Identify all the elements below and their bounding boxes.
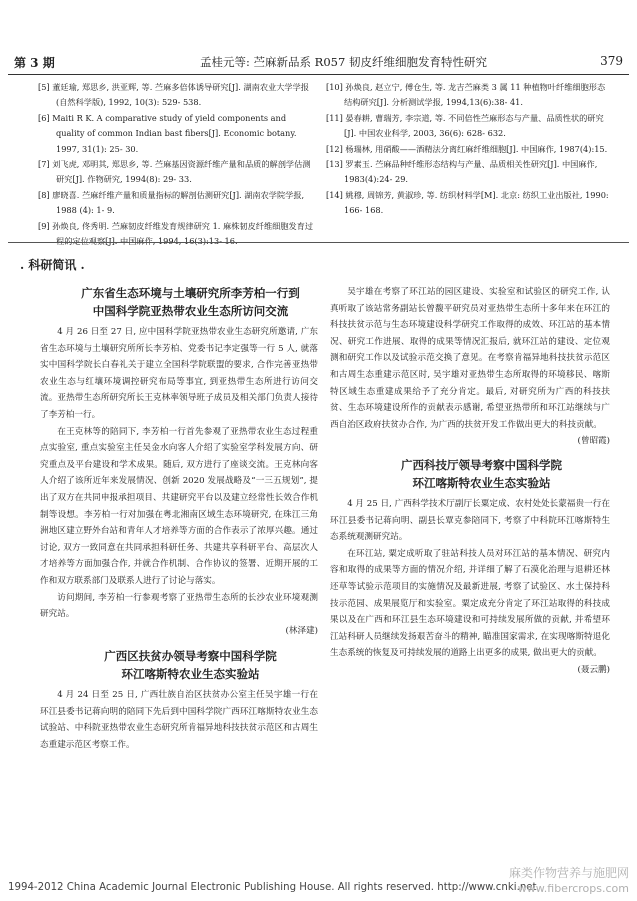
news-article bbox=[40, 647, 318, 753]
right-column bbox=[330, 284, 610, 678]
article-title: 广西科技厅领导考察中国科学院 bbox=[401, 457, 562, 472]
running-header bbox=[8, 50, 629, 76]
article-paragraph: 访问期间, 李芳柏一行参观考察了亚热带生态所的长沙农业环境观测研究站。 bbox=[40, 592, 318, 620]
article-author: (曾昭霞) bbox=[577, 436, 610, 447]
article-paragraph: 吴宇雄在考察了环江站的园区建设、实验室和试验区的研究工作, 认真听取了该站常务副站长曾馥平研究员对亚热带生态所十多年来在环江的科技扶贫示范与生态环境建设科学研究工作取得的成效、环江站的基本情况、研究工作进展、取得的成果等情况汇报后, 就环江站的建设、定位观测和研究工作以及试验示范交换了意见。在考察肯福异地科技扶贫示范区和古周生态重建示范区时, 吴宇雄对亚热带生态所取得的环境移民、喀斯特区域生态重建成果给予了充分肯定。最后, 对研究所为广西的科技扶贫、生态环境建设所作的贡献表示感谢, 希望亚热带所和环江站继续与广西自治区政府扶贫办合作, 为广西的扶贫开发工作做出更大的科技贡献。 bbox=[330, 287, 610, 430]
left-column bbox=[40, 284, 318, 754]
news-article bbox=[330, 456, 610, 679]
references-right bbox=[326, 80, 612, 219]
reference-item: [7] 刘飞虎, 邓明其, 郑思乡, 等. 苎麻基因资源纤维产量和品质的解剖学估测研究[J]. 作物研究, 1994(8): 29- 33. bbox=[38, 159, 311, 185]
article-title: 广东省生态环境与土壤研究所李芳柏一行到 bbox=[81, 286, 300, 300]
section-label: . 科研简讯 . bbox=[20, 258, 85, 272]
article-paragraph: 4 月 24 日至 25 日, 广西壮族自治区扶贫办公室主任吴宇雄一行在环江县委书记蒋向明的陪同下先后到中国科学院广西环江喀斯特农业生态试验站、中科院亚热带农业生态研究所肯福异地科技扶贫示范区和古周生态重建示范区考察工作。 bbox=[40, 690, 318, 751]
article-author: (聂云鹏) bbox=[577, 664, 610, 675]
article-title: 中国科学院亚热带农业生态所访问交流 bbox=[92, 304, 289, 318]
section-divider bbox=[8, 242, 629, 243]
article-title: 环江喀斯特农业生态实验站 bbox=[121, 667, 260, 682]
header-rule bbox=[8, 74, 629, 75]
article-paragraph: 4 月 26 日至 27 日, 应中国科学院亚热带农业生态研究所邀请, 广东省生态环境与土壤研究所所长李芳柏、党委书记李定强等一行 5 人, 就落实中国科学院长白春礼关于建立全国科学院联盟的要求, 合作完善亚热带农业生态与红壤环境调控研究布局等事宜, 到亚热带生态所进行访问交流。亚热带生态所研究所长王克林率领导班子成员及相关部门负责人接待了李芳柏一行。 bbox=[40, 327, 318, 420]
reference-item: [8] 廖晓喜. 苎麻纤维产量和质量指标的解剖估测研究[J]. 湖南农学院学报, 1988 (4): 1- 9. bbox=[38, 189, 305, 216]
article-running-title: 孟桂元等: 苎麻新品系 R057 韧皮纤维细胞发育特性研究 bbox=[200, 55, 487, 69]
watermark-title: 麻类作物营养与施肥网 bbox=[508, 866, 629, 880]
reference-item: [12] 杨瑞林, 用硝酸——酒精法分离红麻纤维细胞[J]. 中国麻作, 1987(4):15. bbox=[326, 143, 608, 154]
page-number: 379 bbox=[600, 54, 623, 68]
article-title: 环江喀斯特农业生态实验站 bbox=[412, 475, 551, 490]
article-author: (林泽建) bbox=[285, 625, 318, 636]
article-paragraph: 在环江站, 粟定成听取了驻站科技人员对环江站的基本情况、研究内容和取得的成果等方面的情况介绍, 并详细了解了石漠化治理与退耕还林还草等试验示范项目的实施情况及最新进展, 考察了试验区、水土保持科技示范园、成果展览厅和实验室。粟定成充分肯定了环江站取得的科技成果以及在广西和环江县生态环境建设和可持续发展所做的贡献, 并希望环江站科研人员继续发扬艰苦奋斗的精神, 瞄准国家需求, 在实现喀斯特退化生态系统的恢复及可持续发展的道路上出更多的成果, 做出更大的贡献。 bbox=[330, 548, 610, 659]
reference-item: [10] 孙焕良, 赵立宁, 傅仓生, 等. 龙吉苎麻类 3 属 11 种植物叶纤维细胞形态结构研究[J]. 分析测试学报, 1994,13(6):38- 41. bbox=[326, 82, 606, 108]
reference-item: [13] 罗素玉. 苎麻品种纤维形态结构与产量、品质相关性研究[J]. 中国麻作, 1983(4):24- 29. bbox=[326, 159, 598, 185]
issue-number: 第 3 期 bbox=[14, 56, 55, 70]
copyright-footer: 1994-2012 China Academic Journal Electronic Publishing House. All rights reserved. http://www.cnki.net bbox=[8, 882, 537, 893]
reference-item: [6] Maiti R K. A comparative study of yield components and quality of common Indian bast fibers[J]. Economic botany. 1997, 31(1): 25- 30. bbox=[38, 112, 297, 154]
watermark-url: www.fibercrops.com bbox=[517, 882, 629, 895]
reference-item: [5] 董廷瑜, 郑思乡, 洪亚辉, 等. 苎麻多倍体诱导研究[J]. 湖南农业大学学报(自然科学版), 1992, 10(3): 529- 538. bbox=[38, 82, 309, 108]
article-paragraph: 4 月 25 日, 广西科学技术厅副厅长粟定成、农村处处长蒙福贵一行在环江县委书记蒋向明、副县长覃克参陪同下, 考察了中科院环江喀斯特生态系统观测研究站。 bbox=[330, 498, 610, 543]
article-title: 广西区扶贫办领导考察中国科学院 bbox=[104, 649, 277, 664]
reference-item: [9] 孙焕良, 佟秀明. 苎麻韧皮纤维发育规律研究 1. 麻株韧皮纤维细胞发育过程的定位观察[J]. 中国麻作, 1994, 16(3):13- 16. bbox=[38, 220, 314, 247]
references-left bbox=[38, 80, 314, 249]
news-article bbox=[40, 284, 318, 639]
article-paragraph: 在王克林等的陪同下, 李芳柏一行首先参观了亚热带农业生态过程重点实验室, 重点实验室主任吴金水向客人介绍了实验室学科发展方向、研究重点及平台建设和学术成果。随后, 双方进行了座谈交流。王克林向客人介绍了该所近年来发展情况、创新 2020 发展战略及“一三五规划”, 提出了双方在共同申报承担项目、共建研究平台以及建立经常性长效合作机制等设想。李芳柏一行对加强在粤北湘南区域生态环境研究, 在珠江三角洲地区建立野外台站和青年人才培养等方面的合作表示了浓厚兴趣。通过讨论, 双方一致同意在共同承担科研任务、共建共享科研平台、高层次人才培养等方面加强合作, 并就合作机制、合作协议的签署、近期开展的工作和双方联系部门及联系人进行了讨论与落实。 bbox=[40, 426, 318, 586]
news-article-continued bbox=[330, 284, 610, 450]
reference-item: [14] 姚穆, 周锦芳, 黄淑珍, 等. 纺织材料学[M]. 北京: 纺织工业出版社, 1990: 166- 168. bbox=[326, 189, 609, 216]
reference-item: [11] 晏春耕, 曹瑞芳, 李宗道, 等. 不同倍性苎麻形态与产量、品质性状的研究[J]. 中国农业科学, 2003, 36(6): 628- 632. bbox=[326, 112, 604, 139]
